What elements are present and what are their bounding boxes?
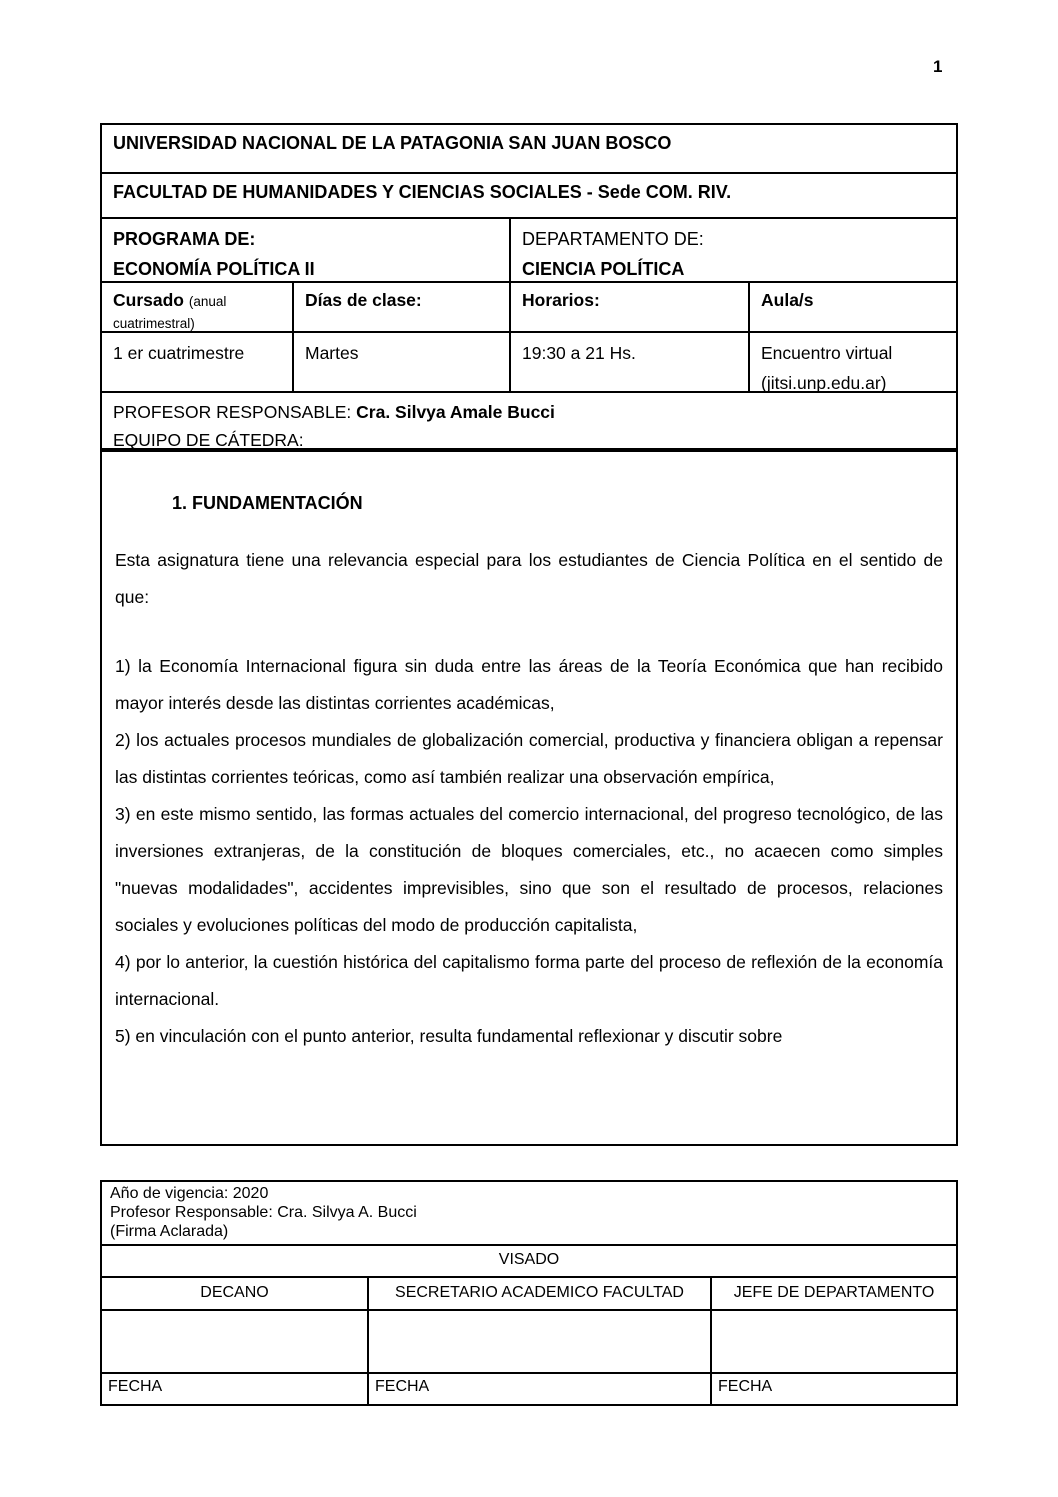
- cursado-note: (anual cuatrimestral): [113, 294, 227, 331]
- aula-label: Aula/s: [748, 283, 956, 331]
- aula-value: [748, 333, 956, 391]
- aula-value-line2: (jitsi.unp.edu.ar): [761, 373, 887, 393]
- dias-label: Días de clase:: [292, 283, 509, 331]
- profesor-line: [113, 398, 946, 426]
- secretario-header: SECRETARIO ACADEMICO FACULTAD: [367, 1278, 710, 1309]
- department-name: CIENCIA POLÍTICA: [522, 259, 685, 279]
- program-document: [100, 123, 958, 1406]
- visado-title: VISADO: [102, 1244, 956, 1276]
- profesor-label: PROFESOR RESPONSABLE:: [113, 402, 352, 422]
- visado-table: [100, 1180, 958, 1406]
- list-item-3: 3) en este mismo sentido, las formas actuales del comercio internacional, del progreso tecnológico, de las inversiones extranjeras, de la constitución de bloques comerciales, etc., no acaecen como simples "nuevas modalidades", accidentes imprevisibles, sino que son el resultado de procesos, relaciones sociales y evoluciones políticas del modo de producción capitalista,: [115, 804, 943, 935]
- profesor-row: [102, 391, 956, 448]
- cursado-label: Cursado: [113, 290, 184, 310]
- faculty-title: FACULTAD DE HUMANIDADES Y CIENCIAS SOCIALES - Sede COM. RIV.: [113, 182, 732, 202]
- department-label: DEPARTAMENTO DE:: [522, 229, 704, 249]
- schedule-header-row: [102, 281, 956, 331]
- header-table: [100, 123, 958, 450]
- fecha-row: [102, 1372, 956, 1404]
- section-title: 1. FUNDAMENTACIÓN: [172, 493, 363, 513]
- university-row: [102, 125, 956, 172]
- list-item-5: 5) en vinculación con el punto anterior, resulta fundamental reflexionar y discutir sobre: [115, 1026, 783, 1046]
- jefe-signature-cell: [710, 1311, 956, 1372]
- vigencia-line: Año de vigencia: 2020: [110, 1185, 269, 1202]
- list-item-1: 1) la Economía Internacional figura sin duda entre las áreas de la Teoría Económica que han recibido mayor interés desde las distintas corrientes académicas,: [115, 656, 943, 713]
- faculty-row: [102, 172, 956, 217]
- program-name: ECONOMÍA POLÍTICA II: [113, 259, 315, 279]
- firma-line: (Firma Aclarada): [110, 1223, 229, 1240]
- department-cell: [509, 219, 956, 281]
- jefe-header: JEFE DE DEPARTAMENTO: [710, 1278, 956, 1309]
- decano-signature-cell: [102, 1311, 367, 1372]
- equipo-label: EQUIPO DE CÁTEDRA:: [113, 430, 304, 450]
- page-number: 1: [933, 57, 943, 76]
- responsable-line: Profesor Responsable: Cra. Silvya A. Bucci: [110, 1204, 417, 1221]
- secretario-signature-cell: [367, 1311, 710, 1372]
- visado-header-row: [102, 1276, 956, 1309]
- university-title: UNIVERSIDAD NACIONAL DE LA PATAGONIA SAN JUAN BOSCO: [113, 133, 672, 153]
- cursado-value: 1 er cuatrimestre: [113, 343, 245, 363]
- profesor-cell: [102, 393, 956, 448]
- signature-row: [102, 1309, 956, 1372]
- fecha-jefe: FECHA: [710, 1374, 956, 1404]
- list-item-2: 2) los actuales procesos mundiales de globalización comercial, productiva y financiera obligan a repensar las distintas corrientes teóricas, como así también realizar una observación empírica,: [115, 730, 943, 787]
- horarios-label: Horarios:: [509, 283, 748, 331]
- cursado-header-cell: [102, 283, 292, 331]
- list-item-4: 4) por lo anterior, la cuestión histórica del capitalismo forma parte del proceso de reflexión de la economía internacional.: [115, 952, 943, 1009]
- vigencia-block: [102, 1182, 956, 1244]
- program-cell: [102, 219, 509, 281]
- dias-value: Martes: [292, 333, 509, 391]
- horarios-value: 19:30 a 21 Hs.: [509, 333, 748, 391]
- aula-value-line1: Encuentro virtual: [761, 343, 893, 363]
- decano-header: DECANO: [200, 1284, 269, 1301]
- program-department-row: [102, 217, 956, 281]
- program-label: PROGRAMA DE:: [113, 229, 256, 249]
- fundamentacion-box: [100, 450, 958, 1146]
- fecha-secretario: FECHA: [367, 1374, 710, 1404]
- intro-paragraph: Esta asignatura tiene una relevancia especial para los estudiantes de Ciencia Política en el sentido de que:: [115, 550, 943, 607]
- schedule-values-row: [102, 331, 956, 391]
- fecha-decano: FECHA: [108, 1378, 163, 1395]
- profesor-name: Cra. Silvya Amale Bucci: [356, 402, 555, 422]
